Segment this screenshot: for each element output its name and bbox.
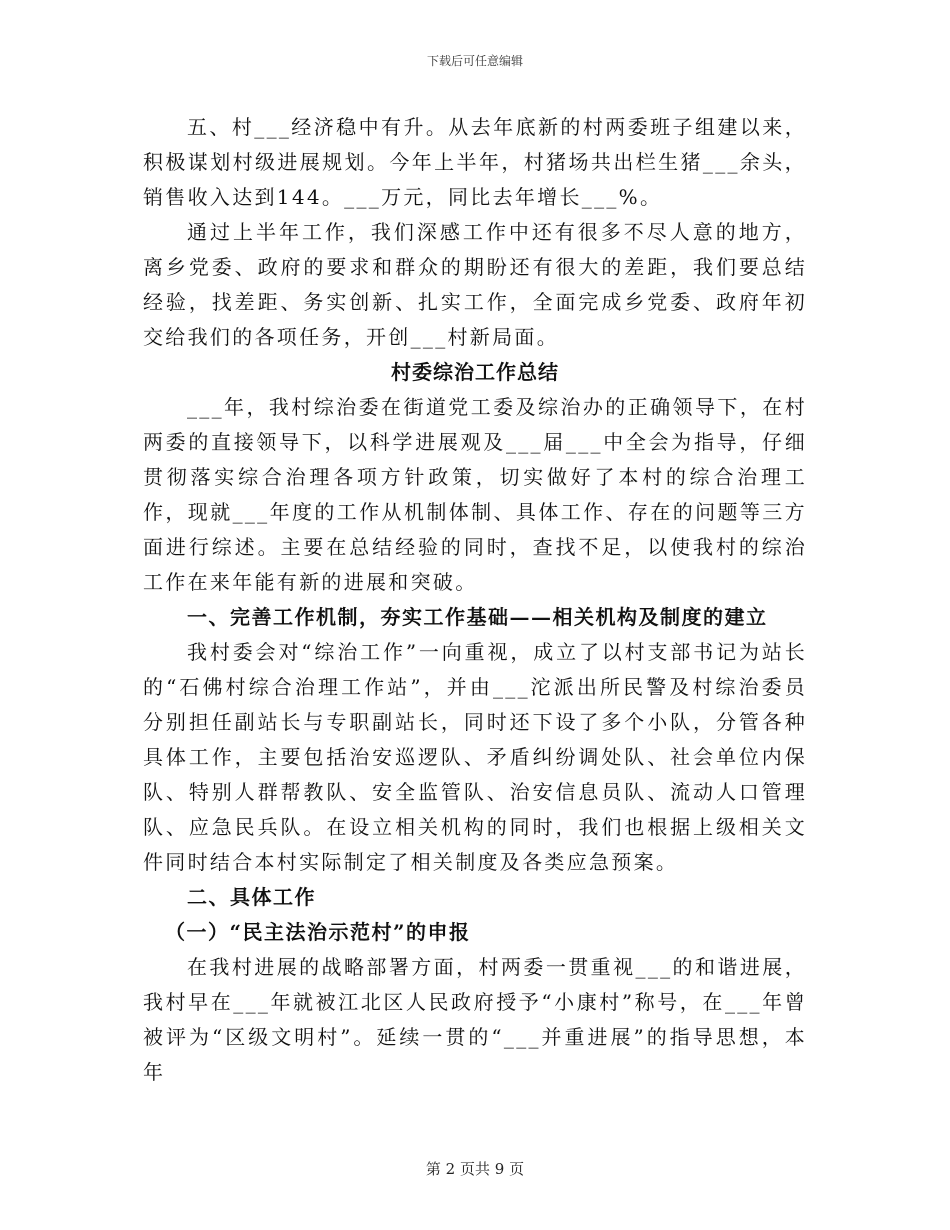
paragraph-mechanism: 我村委会对“综治工作”一向重视，成立了以村支部书记为站长的“石佛村综合治理工作站”，并由___沱派出所民警及村综治委员分别担任副站长与专职副站长，同时还下设了多个小队，分管各种具体工作，主要包括治安巡逻队、矛盾纠纷调处队、社会单位内保队、特别人群帮教队、安全监管队、治安信息员队、流动人口管理队、应急民兵队。在设立相关机构的同时，我们也根据上级相关文件同时结合本村实际制定了相关制度及各类应急预案。 [143,640,807,874]
paragraph-demo-village: 在我村进展的战略部署方面，村两委一贯重视___的和谐进展，我村早在___年就被江北区人民政府授予“小康村”称号，在___年曾被评为“区级文明村”。延续一贯的“___并重进展”的指导思想，本年 [143,955,807,1084]
page-header: 下载后可任意编辑 [426,54,523,68]
section-title: 村委综治工作总结 [391,360,559,384]
page-number: 第 2 页共 9 页 [425,1160,525,1178]
heading-specific-work: 二、具体工作 [187,885,316,909]
paragraph-intro: ___年，我村综治委在街道党工委及综治办的正确领导下，在村两委的直接领导下，以科学进展观及___届___中全会为指导，仔细贯彻落实综合治理各项方针政策，切实做好了本村的综合治理工作，现就___年度的工作从机制体制、具体工作、存在的问题等三方面进行综述。主要在总结经验的同时，查找不足，以使我村的综治工作在来年能有新的进展和突破。 [143,395,807,594]
paragraph-economy: 五、村___经济稳中有升。从去年底新的村两委班子组建以来，积极谋划村级进展规划。今年上半年，村猪场共出栏生猪___余头，销售收入达到144。___万元，同比去年增长___%。 [143,115,807,209]
heading-mechanism: 一、完善工作机制，夯实工作基础——相关机构及制度的建立 [187,605,768,629]
document-body [143,110,807,1090]
paragraph-summary: 通过上半年工作，我们深感工作中还有很多不尽人意的地方，离乡党委、政府的要求和群众的期盼还有很大的差距，我们要总结经验，找差距、务实创新、扎实工作，全面完成乡党委、政府年初交给我们的各项任务，开创___村新局面。 [143,220,807,349]
subheading-demo-village: （一）“民主法治示范村”的申报 [165,920,471,944]
